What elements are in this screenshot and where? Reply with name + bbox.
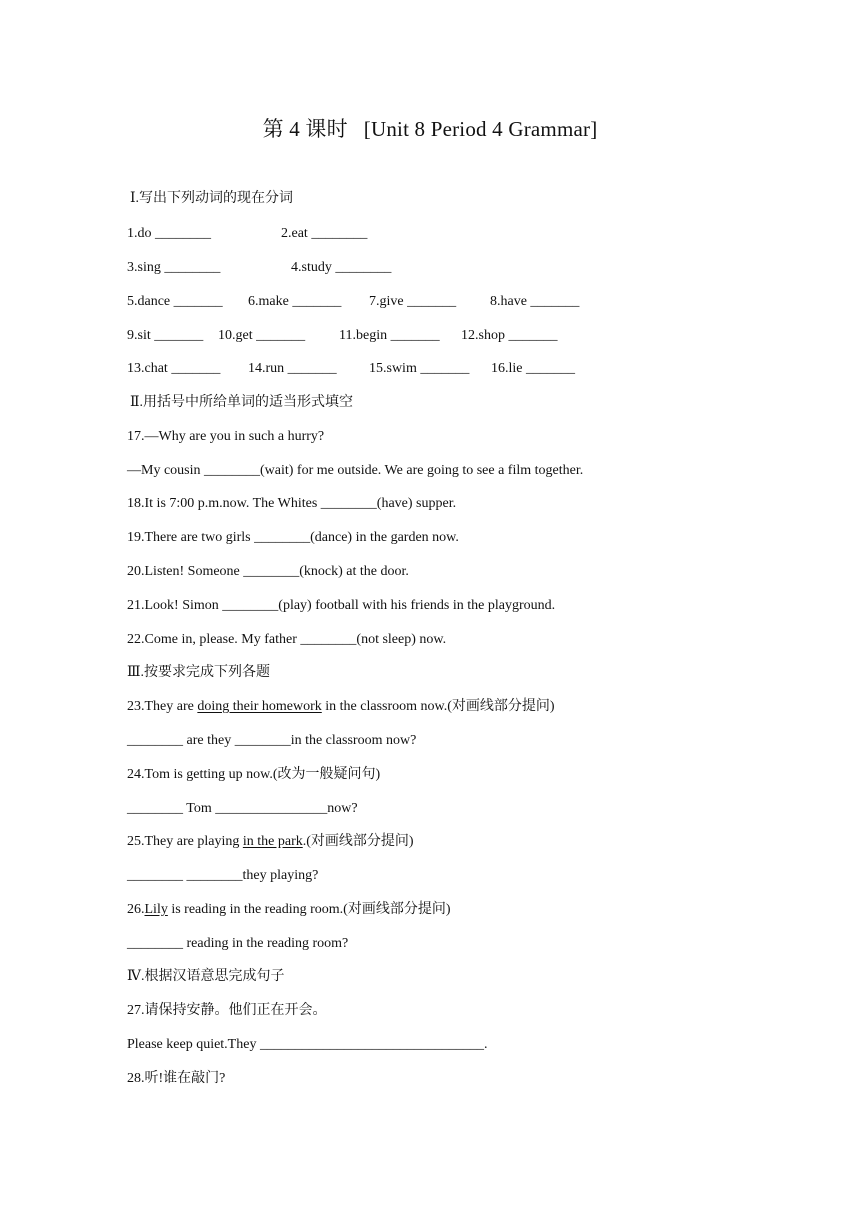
question-23-pre: 23.They are bbox=[127, 699, 198, 714]
question-25 bbox=[127, 832, 414, 852]
title-lesson: 第 4 课时 bbox=[262, 117, 348, 141]
blank-item-4: 4.study ________ bbox=[291, 260, 392, 275]
question-24-answer: ________ Tom ________________now? bbox=[127, 801, 358, 816]
blank-item-2: 2.eat ________ bbox=[281, 226, 368, 241]
blank-item-14: 14.run _______ bbox=[248, 361, 337, 376]
blank-item-6: 6.make _______ bbox=[248, 294, 342, 309]
blank-item-15: 15.swim _______ bbox=[369, 361, 470, 376]
question-22: 22.Come in, please. My father ________(not sleep) now. bbox=[127, 632, 447, 647]
part1-row-5 bbox=[127, 359, 727, 379]
question-25-pre: 25.They are playing bbox=[127, 834, 243, 849]
part1-row-4 bbox=[127, 326, 727, 346]
blank-item-12: 12.shop _______ bbox=[461, 328, 558, 343]
question-19: 19.There are two girls ________(dance) in the garden now. bbox=[127, 530, 459, 545]
question-26 bbox=[127, 900, 451, 920]
blank-item-11: 11.begin _______ bbox=[339, 328, 440, 343]
section-2-heading: Ⅱ.用括号中所给单词的适当形式填空 bbox=[130, 395, 354, 410]
question-20: 20.Listen! Someone ________(knock) at the door. bbox=[127, 564, 409, 579]
question-26-post: is reading in the reading room.(对画线部分提问) bbox=[167, 902, 451, 917]
question-23-answer: ________ are they ________in the classroom now? bbox=[127, 733, 417, 748]
question-25-post: .(对画线部分提问) bbox=[302, 834, 414, 849]
question-24: 24.Tom is getting up now.(改为一般疑问句) bbox=[127, 767, 381, 782]
section-1-heading: Ⅰ.写出下列动词的现在分词 bbox=[130, 191, 294, 206]
question-23-underlined: doing their homework bbox=[197, 699, 322, 714]
question-18: 18.It is 7:00 p.m.now. The Whites ________(have) supper. bbox=[127, 496, 457, 511]
page-title bbox=[0, 113, 860, 143]
blank-item-1: 1.do ________ bbox=[127, 226, 211, 241]
part1-row-3 bbox=[127, 292, 727, 312]
question-17-prompt: 17.—Why are you in such a hurry? bbox=[127, 429, 325, 444]
question-26-pre: 26. bbox=[127, 902, 145, 917]
question-23 bbox=[127, 697, 555, 717]
question-27-answer: Please keep quiet.They ________________________________. bbox=[127, 1037, 488, 1052]
question-17-answer: —My cousin ________(wait) for me outside. We are going to see a film together. bbox=[127, 463, 584, 478]
question-27: 27.请保持安静。他们正在开会。 bbox=[127, 1003, 327, 1018]
question-25-answer: ________ ________they playing? bbox=[127, 868, 319, 883]
blank-item-8: 8.have _______ bbox=[490, 294, 580, 309]
blank-item-10: 10.get _______ bbox=[218, 328, 306, 343]
title-unit: [Unit 8 Period 4 Grammar] bbox=[363, 117, 598, 141]
blank-item-5: 5.dance _______ bbox=[127, 294, 223, 309]
blank-item-7: 7.give _______ bbox=[369, 294, 457, 309]
part1-row-2 bbox=[127, 258, 727, 278]
blank-item-3: 3.sing ________ bbox=[127, 260, 221, 275]
question-26-answer: ________ reading in the reading room? bbox=[127, 936, 349, 951]
question-23-post: in the classroom now.(对画线部分提问) bbox=[321, 699, 555, 714]
question-21: 21.Look! Simon ________(play) football with his friends in the playground. bbox=[127, 598, 556, 613]
blank-item-16: 16.lie _______ bbox=[491, 361, 575, 376]
question-25-underlined: in the park bbox=[242, 834, 303, 849]
section-4-heading: Ⅳ.根据汉语意思完成句子 bbox=[127, 969, 285, 984]
question-26-underlined: Lily bbox=[144, 902, 168, 917]
question-28: 28.听!谁在敲门? bbox=[127, 1071, 226, 1086]
blank-item-13: 13.chat _______ bbox=[127, 361, 221, 376]
blank-item-9: 9.sit _______ bbox=[127, 328, 204, 343]
part1-row-1 bbox=[127, 224, 727, 244]
section-3-heading: Ⅲ.按要求完成下列各题 bbox=[127, 665, 271, 680]
